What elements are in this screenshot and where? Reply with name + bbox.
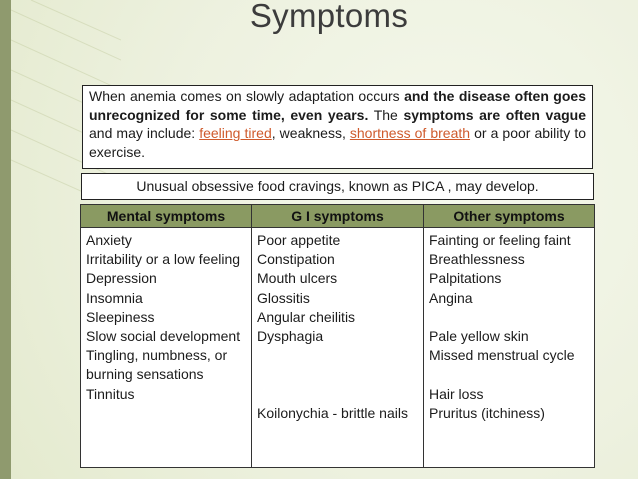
gi-symptoms-header: G I symptoms <box>252 205 424 228</box>
symptoms-table <box>80 204 595 468</box>
intro-bold-1: and the disease often goes unrecognized for some time, even years. <box>89 88 586 123</box>
other-symptoms-header: Other symptoms <box>424 205 595 228</box>
other-symptoms-cell: Fainting or feeling faint Breathlessness Palpitations Angina Pale yellow skin Missed menstrual cycle Hair loss Pruritus (itchiness) <box>424 228 595 468</box>
slide-title: Symptoms <box>249 0 409 34</box>
table-header-row <box>81 205 595 228</box>
intro-text-2: The <box>368 106 404 123</box>
intro-text-3: and may include: <box>89 125 200 141</box>
mental-symptoms-cell: Anxiety Irritability or a low feeling Depression Insomnia Sleepiness Slow social development Tingling, numbness, or burning sensations Tinnitus <box>81 228 252 468</box>
feeling-tired-link[interactable]: feeling tired <box>199 125 272 141</box>
intro-bold-2: symptoms are often vague <box>403 106 586 123</box>
mental-symptoms-header: Mental symptoms <box>81 205 252 228</box>
intro-text-1: When anemia comes on slowly adaptation occurs <box>89 88 405 104</box>
table-row <box>81 228 595 468</box>
intro-text-4: , weakness, <box>271 125 350 141</box>
intro-text-5: or a poor ability to exercise. <box>89 125 586 160</box>
side-accent-band <box>0 0 11 479</box>
intro-paragraph <box>82 85 593 169</box>
shortness-of-breath-link[interactable]: shortness of breath <box>349 125 471 141</box>
gi-symptoms-cell: Poor appetite Constipation Mouth ulcers Glossitis Angular cheilitis Dysphagia Koilonychia - brittle nails <box>252 228 424 468</box>
pica-note: Unusual obsessive food cravings, known as PICA , may develop. <box>81 173 594 200</box>
